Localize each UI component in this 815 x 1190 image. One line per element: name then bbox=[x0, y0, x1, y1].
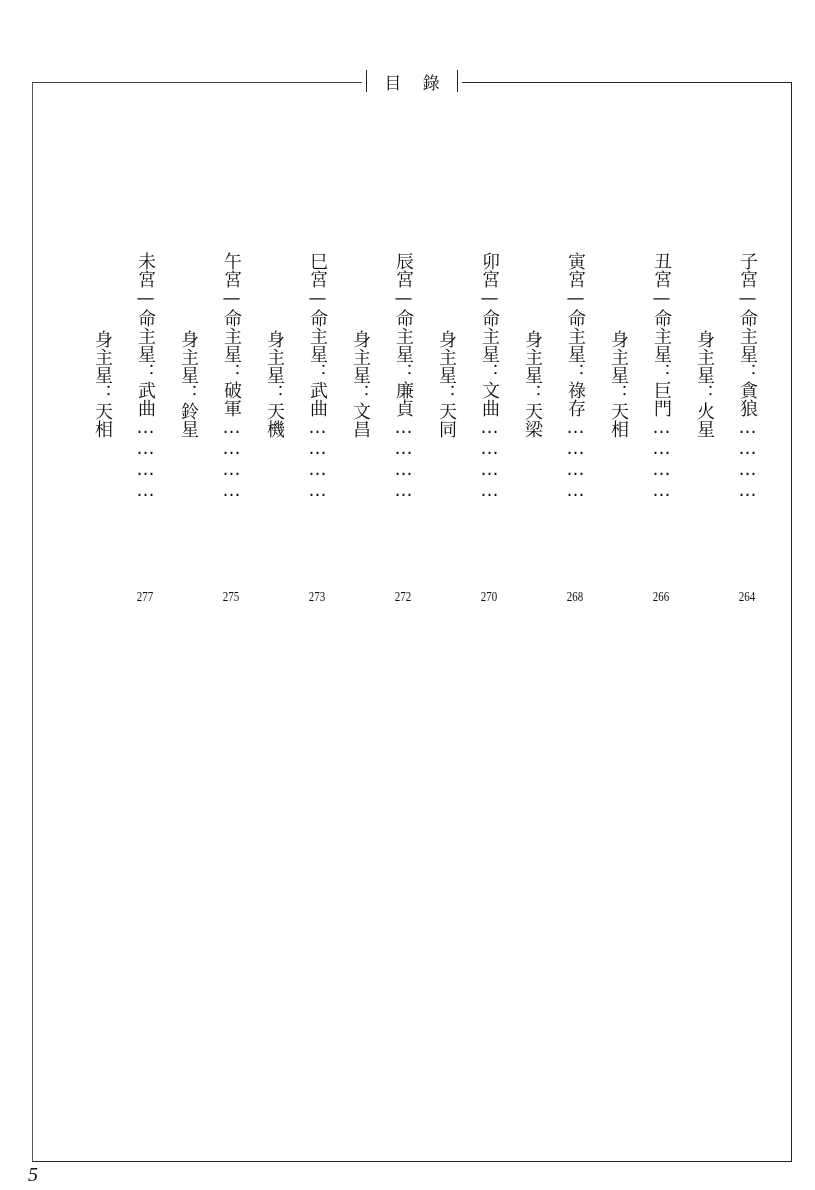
page-frame bbox=[32, 82, 792, 1162]
toc-entry-sub: 身主星：天梁 bbox=[522, 330, 543, 438]
toc-entry-main[interactable]: 巳宮—命主星：武曲………… bbox=[307, 252, 328, 501]
toc-entry-sub: 身主星：鈴星 bbox=[178, 330, 199, 438]
toc-entry-sub: 身主星：天相 bbox=[92, 330, 113, 438]
toc-entry-sub: 身主星：天相 bbox=[608, 330, 629, 438]
toc-entry-main[interactable]: 午宮—命主星：破軍………… bbox=[221, 252, 242, 501]
toc-entry-main[interactable]: 辰宮—命主星：廉貞………… bbox=[393, 252, 414, 501]
page-folio-number: 5 bbox=[28, 1164, 38, 1186]
header-bar-right bbox=[457, 70, 458, 92]
toc-entry-main[interactable]: 丑宮—命主星：巨門………… bbox=[651, 252, 672, 501]
toc-entry-sub: 身主星：火星 bbox=[694, 330, 715, 438]
toc-page-number: 272 bbox=[394, 590, 412, 605]
header-bar-left bbox=[366, 70, 367, 92]
toc-page-number: 264 bbox=[738, 590, 756, 605]
toc-page-number: 275 bbox=[222, 590, 240, 605]
toc-page-number: 273 bbox=[308, 590, 326, 605]
header-rule-right bbox=[462, 82, 792, 83]
page-header bbox=[366, 66, 458, 96]
toc-page-number: 277 bbox=[136, 590, 154, 605]
toc-entry-main[interactable]: 卯宮—命主星：文曲………… bbox=[479, 252, 500, 501]
toc-entry-main[interactable]: 寅宮—命主星：祿存………… bbox=[565, 252, 586, 501]
toc-entry-main[interactable]: 未宮—命主星：武曲………… bbox=[135, 252, 156, 501]
toc-page-number: 270 bbox=[480, 590, 498, 605]
toc-entry-main[interactable]: 子宮—命主星：貪狼………… bbox=[737, 252, 758, 501]
header-title-second: 錄 bbox=[422, 73, 440, 94]
toc-page-number: 268 bbox=[566, 590, 584, 605]
toc-entry-sub: 身主星：文昌 bbox=[350, 330, 371, 438]
header-rule-left bbox=[32, 82, 362, 83]
toc-entry-sub: 身主星：天機 bbox=[264, 330, 285, 438]
header-title-first: 目 bbox=[384, 73, 402, 94]
toc-entry-sub: 身主星：天同 bbox=[436, 330, 457, 438]
toc-page-number: 266 bbox=[652, 590, 670, 605]
